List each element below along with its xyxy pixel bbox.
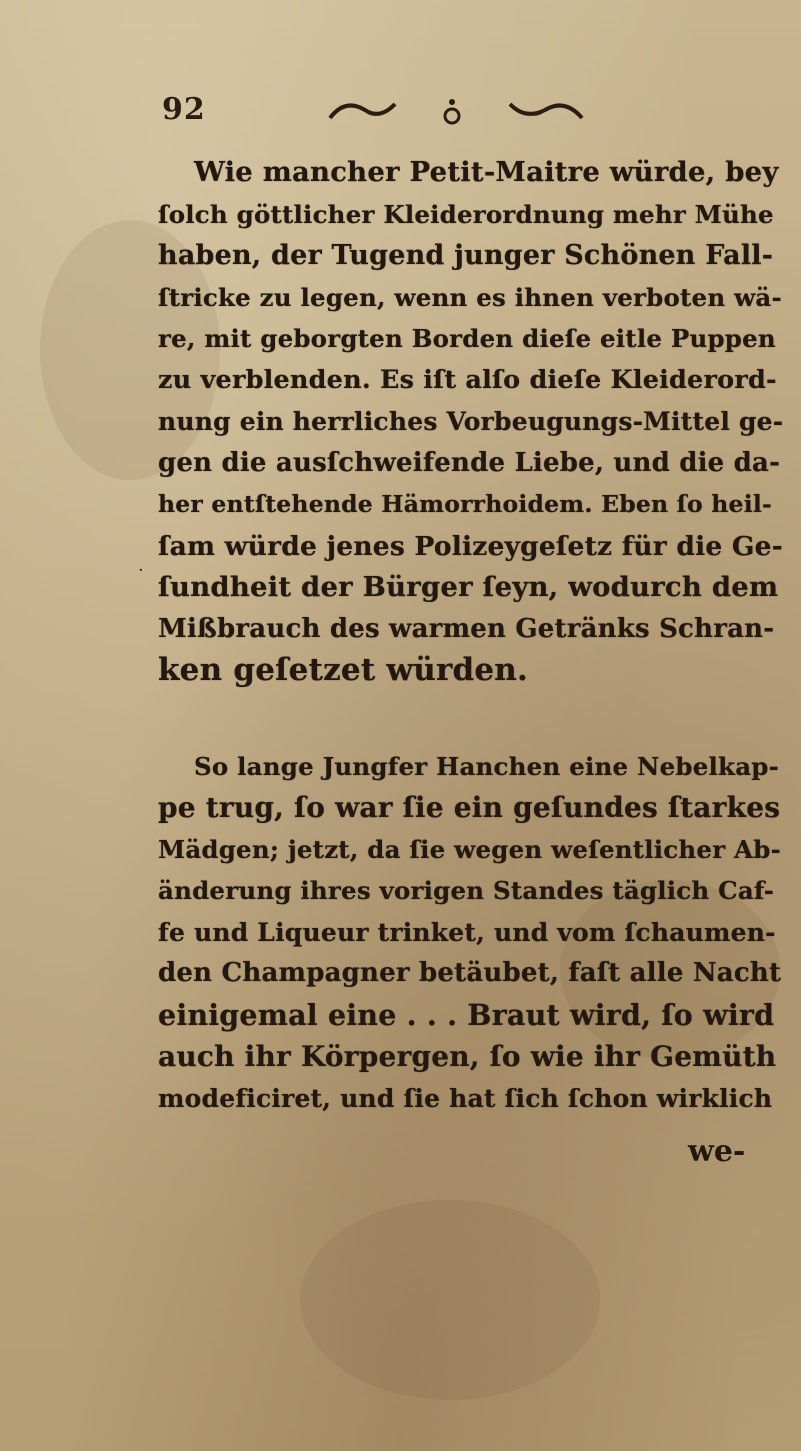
text-line: auch ihr Körpergen, ſo wie ihr Gemüth: [158, 1040, 777, 1073]
paragraph-1: [158, 152, 783, 692]
text-line: pe trug, ſo war ſie ein geſundes ſtarkes: [158, 791, 781, 824]
text-line: den Champagner betäubet, faſt alle Nacht: [158, 958, 782, 988]
text-line: zu verblenden. Es iſt alſo dieſe Kleiderord-: [158, 364, 777, 395]
body-text: [158, 152, 783, 1119]
text-line: ſam würde jenes Polizeygeſetz für die Ge-: [158, 530, 783, 562]
catchword: we-: [688, 1134, 746, 1169]
text-line: gen die ausſchweifende Liebe, und die da-: [158, 447, 781, 478]
printer-ornament-icon: [320, 90, 590, 130]
text-line: fe und Liqueur trinket, und vom ſchaumen-: [158, 917, 776, 947]
text-line: So lange Jungfer Hanchen eine Nebelkap-: [194, 751, 779, 781]
text-line: einigemal eine . . . Braut wird, ſo wird: [158, 997, 775, 1032]
margin-mark: ·: [138, 560, 144, 581]
paragraph-2: [158, 746, 783, 1120]
text-line: haben, der Tugend junger Schönen Fall-: [158, 240, 774, 271]
text-line: ſtricke zu legen, wenn es ihnen verboten wä-: [158, 282, 782, 312]
text-line: ſolch göttlicher Kleiderordnung mehr Mühe: [158, 199, 774, 229]
text-line: re, mit geborgten Borden dieſe eitle Puppen: [158, 324, 776, 353]
paragraph-gap: [158, 692, 783, 746]
text-line: Mädgen; jetzt, da ſie wegen weſentlicher Ab-: [158, 834, 781, 864]
text-line: ken geſetzet würden.: [158, 652, 529, 688]
text-line: nung ein herrliches Vorbeugungs-Mittel ge-: [158, 407, 784, 436]
text-line: modeficiret, und ſie hat ſich ſchon wirklich: [158, 1083, 773, 1113]
page-number: 92: [162, 92, 206, 127]
text-line: ſundheit der Bürger ſeyn, wodurch dem: [158, 571, 779, 603]
text-line: Mißbrauch des warmen Getränks Schran-: [158, 613, 775, 644]
paper-stain: [300, 1200, 600, 1400]
text-line: Wie mancher Petit-Maitre würde, bey: [194, 156, 779, 188]
page-header: [140, 78, 600, 138]
text-line: her entſtehende Hämorrhoidem. Eben ſo heil-: [158, 490, 772, 518]
text-line: änderung ihres vorigen Standes täglich Caf-: [158, 876, 775, 905]
